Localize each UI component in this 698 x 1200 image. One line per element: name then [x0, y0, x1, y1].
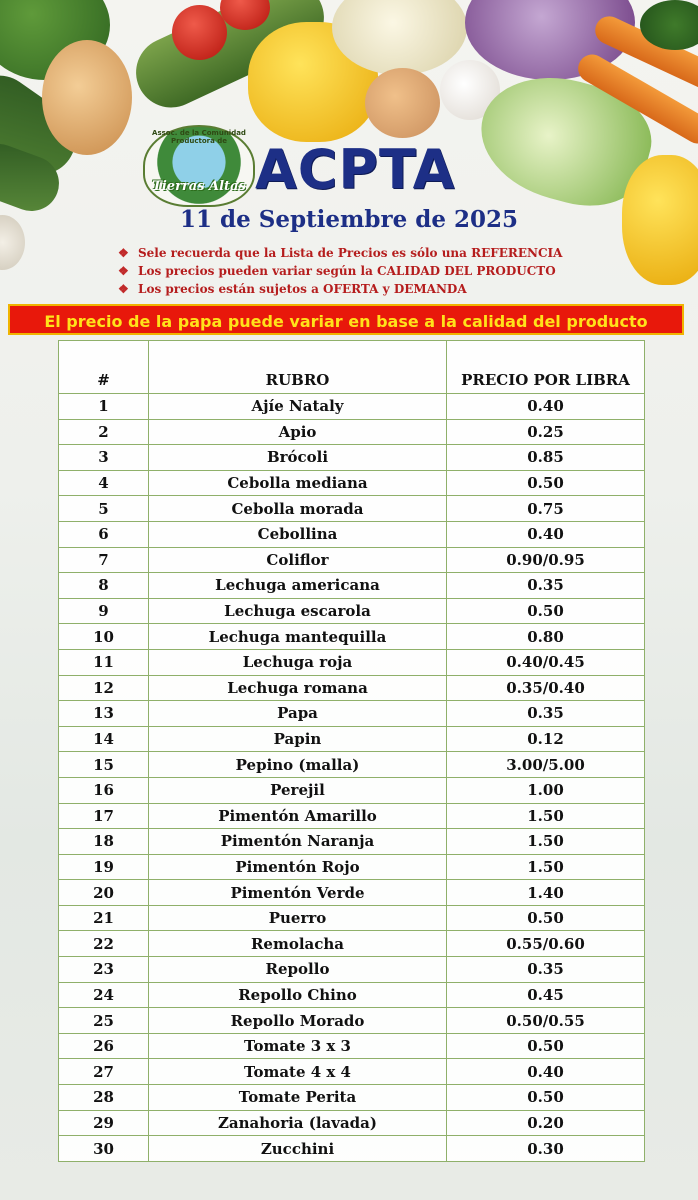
row-item-name: Cebollina [149, 521, 447, 547]
row-number: 24 [59, 982, 149, 1008]
table-row [59, 982, 645, 1008]
row-price: 0.12 [447, 726, 645, 752]
row-number: 14 [59, 726, 149, 752]
row-item-name: Zucchini [149, 1136, 447, 1162]
row-price: 1.40 [447, 880, 645, 906]
table-row [59, 1085, 645, 1111]
table-row [59, 803, 645, 829]
row-item-name: Remolacha [149, 931, 447, 957]
logo-arc-text: Assoc. de la Comunidad Productora de [152, 129, 246, 145]
row-item-name: Pepino (malla) [149, 752, 447, 778]
onion-illustration [365, 68, 440, 138]
row-number: 18 [59, 829, 149, 855]
row-number: 2 [59, 419, 149, 445]
row-number: 3 [59, 445, 149, 471]
row-item-name: Pimentón Amarillo [149, 803, 447, 829]
column-header-price: PRECIO POR LIBRA [447, 341, 645, 394]
row-number: 1 [59, 394, 149, 420]
warning-banner: El precio de la papa puede variar en base a la calidad del producto [8, 304, 684, 335]
row-price: 0.50 [447, 598, 645, 624]
row-price: 0.90/0.95 [447, 547, 645, 573]
row-item-name: Ajíe Nataly [149, 394, 447, 420]
row-number: 28 [59, 1085, 149, 1111]
note-item: ❖ Los precios están sujetos a OFERTA y DEMANDA [118, 282, 467, 296]
table-row [59, 752, 645, 778]
row-item-name: Perejil [149, 777, 447, 803]
row-number: 9 [59, 598, 149, 624]
row-item-name: Lechuga mantequilla [149, 624, 447, 650]
acpta-logo [143, 125, 255, 207]
table-row [59, 573, 645, 599]
row-number: 29 [59, 1110, 149, 1136]
row-item-name: Pimentón Naranja [149, 829, 447, 855]
table-row [59, 496, 645, 522]
table-row [59, 829, 645, 855]
table-row [59, 419, 645, 445]
row-price: 0.50/0.55 [447, 1008, 645, 1034]
row-price: 0.85 [447, 445, 645, 471]
row-price: 0.50 [447, 1085, 645, 1111]
table-row [59, 649, 645, 675]
row-price: 0.50 [447, 905, 645, 931]
table-row [59, 521, 645, 547]
row-item-name: Pimentón Verde [149, 880, 447, 906]
row-number: 16 [59, 777, 149, 803]
note-item: ❖ Los precios pueden variar según la CALIDAD DEL PRODUCTO [118, 264, 556, 278]
row-price: 0.20 [447, 1110, 645, 1136]
row-price: 0.40 [447, 1059, 645, 1085]
row-number: 20 [59, 880, 149, 906]
row-item-name: Lechuga escarola [149, 598, 447, 624]
column-header-item: RUBRO [149, 341, 447, 394]
row-price: 1.50 [447, 803, 645, 829]
table-row [59, 701, 645, 727]
logo-name: Tierras Altas [152, 179, 246, 194]
row-price: 3.00/5.00 [447, 752, 645, 778]
onion-illustration [42, 40, 132, 155]
price-table [58, 340, 645, 1162]
row-price: 0.40 [447, 394, 645, 420]
row-item-name: Repollo Chino [149, 982, 447, 1008]
column-header-number: # [59, 341, 149, 394]
row-price: 0.45 [447, 982, 645, 1008]
table-row [59, 1059, 645, 1085]
table-row [59, 931, 645, 957]
table-row [59, 1136, 645, 1162]
row-price: 1.50 [447, 829, 645, 855]
table-row [59, 624, 645, 650]
row-number: 27 [59, 1059, 149, 1085]
row-price: 0.40/0.45 [447, 649, 645, 675]
table-row [59, 880, 645, 906]
row-number: 19 [59, 854, 149, 880]
row-item-name: Papin [149, 726, 447, 752]
row-price: 0.35/0.40 [447, 675, 645, 701]
row-item-name: Brócoli [149, 445, 447, 471]
row-item-name: Lechuga americana [149, 573, 447, 599]
row-item-name: Pimentón Rojo [149, 854, 447, 880]
notes-list [118, 244, 562, 298]
table-row [59, 394, 645, 420]
row-price: 1.50 [447, 854, 645, 880]
row-number: 5 [59, 496, 149, 522]
row-number: 8 [59, 573, 149, 599]
diamond-bullet-icon: ❖ [118, 282, 129, 296]
row-number: 25 [59, 1008, 149, 1034]
table-row [59, 854, 645, 880]
row-number: 4 [59, 470, 149, 496]
diamond-bullet-icon: ❖ [118, 264, 129, 278]
row-item-name: Repollo [149, 957, 447, 983]
table-row [59, 905, 645, 931]
row-number: 12 [59, 675, 149, 701]
row-number: 7 [59, 547, 149, 573]
row-price: 0.50 [447, 470, 645, 496]
row-item-name: Puerro [149, 905, 447, 931]
row-price: 0.75 [447, 496, 645, 522]
row-price: 1.00 [447, 777, 645, 803]
table-row [59, 957, 645, 983]
table-row [59, 1008, 645, 1034]
row-price: 0.30 [447, 1136, 645, 1162]
table-row [59, 1110, 645, 1136]
row-price: 0.25 [447, 419, 645, 445]
row-number: 21 [59, 905, 149, 931]
price-table-container [58, 340, 644, 1162]
row-number: 17 [59, 803, 149, 829]
page-title: ACPTA [255, 138, 456, 201]
row-price: 0.50 [447, 1033, 645, 1059]
row-item-name: Tomate 4 x 4 [149, 1059, 447, 1085]
row-number: 30 [59, 1136, 149, 1162]
row-item-name: Repollo Morado [149, 1008, 447, 1034]
row-number: 6 [59, 521, 149, 547]
table-row [59, 675, 645, 701]
row-item-name: Apio [149, 419, 447, 445]
row-number: 13 [59, 701, 149, 727]
table-row [59, 726, 645, 752]
row-price: 0.80 [447, 624, 645, 650]
row-item-name: Papa [149, 701, 447, 727]
row-item-name: Tomate Perita [149, 1085, 447, 1111]
table-header-row [59, 341, 645, 394]
row-item-name: Lechuga roja [149, 649, 447, 675]
row-price: 0.35 [447, 701, 645, 727]
row-number: 22 [59, 931, 149, 957]
row-number: 15 [59, 752, 149, 778]
row-item-name: Zanahoria (lavada) [149, 1110, 447, 1136]
row-number: 23 [59, 957, 149, 983]
row-number: 10 [59, 624, 149, 650]
row-item-name: Cebolla morada [149, 496, 447, 522]
table-row [59, 547, 645, 573]
table-row [59, 598, 645, 624]
table-row [59, 470, 645, 496]
row-price: 0.35 [447, 957, 645, 983]
date-heading: 11 de Septiembre de 2025 [180, 206, 518, 233]
table-row [59, 777, 645, 803]
table-row [59, 1033, 645, 1059]
row-item-name: Coliflor [149, 547, 447, 573]
table-row [59, 445, 645, 471]
row-price: 0.40 [447, 521, 645, 547]
diamond-bullet-icon: ❖ [118, 246, 129, 260]
tomato-illustration [172, 5, 227, 60]
row-price: 0.35 [447, 573, 645, 599]
row-item-name: Tomate 3 x 3 [149, 1033, 447, 1059]
row-number: 11 [59, 649, 149, 675]
note-item: ❖ Sele recuerda que la Lista de Precios es sólo una REFERENCIA [118, 246, 563, 260]
row-item-name: Lechuga romana [149, 675, 447, 701]
row-price: 0.55/0.60 [447, 931, 645, 957]
row-number: 26 [59, 1033, 149, 1059]
row-item-name: Cebolla mediana [149, 470, 447, 496]
